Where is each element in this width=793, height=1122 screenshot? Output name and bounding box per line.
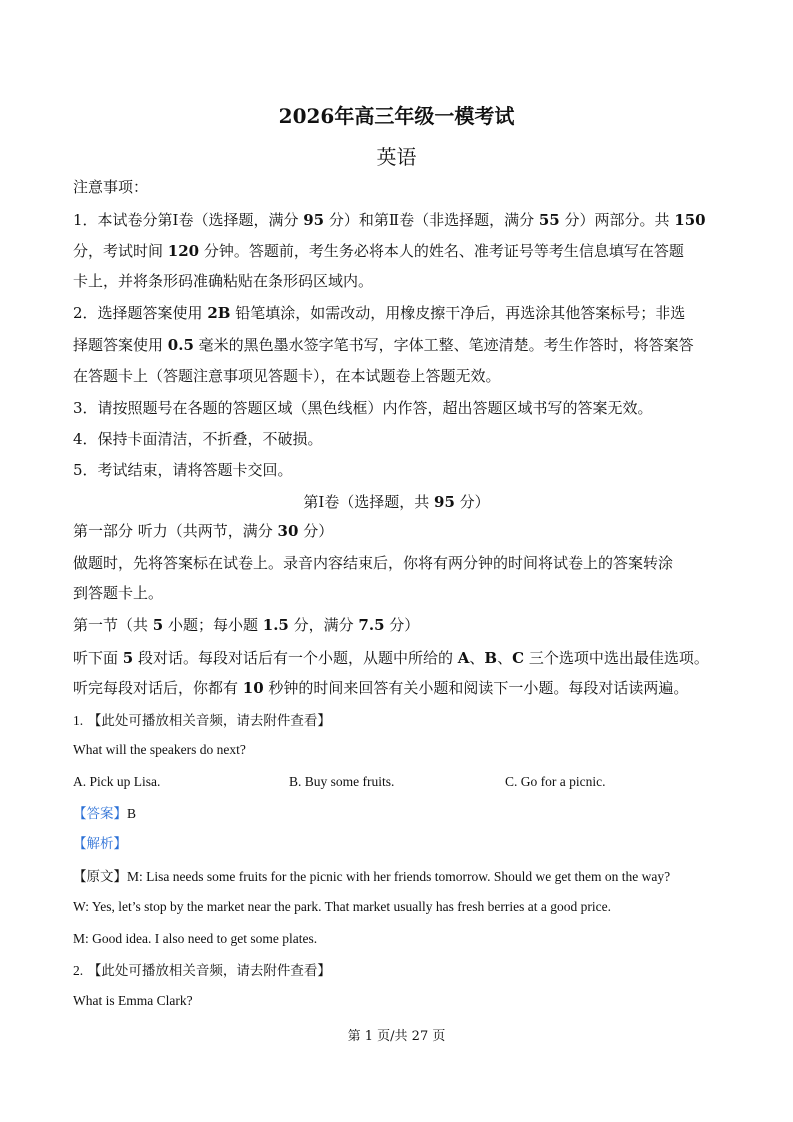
question-1-analysis-label: 【解析】 xyxy=(73,836,127,852)
notice-item-4: 4．保持卡面清洁，不折叠，不破损。 xyxy=(73,430,323,448)
part-1-heading: 第一部分 听力（共两节，满分 30 分） xyxy=(73,522,334,540)
notice-item-2-line-3: 在答题卡上（答题注意事项见答题卡），在本试题卷上答题无效。 xyxy=(73,367,501,385)
question-1-text: What will the speakers do next? xyxy=(73,742,246,757)
subject-title: 英语 xyxy=(376,145,417,169)
notice-item-5: 5．考试结束，请将答题卡交回。 xyxy=(73,461,293,479)
notice-item-1-line-3: 卡上，并将条形码准确粘贴在条形码区域内。 xyxy=(73,272,374,290)
listening-instruction-2: 听完每段对话后，你都有 10 秒钟的时间来回答有关小题和阅读下一小题。每段对话读两遍。 xyxy=(73,679,689,697)
question-1-script-line-3: M: Good idea. I also need to get some plates. xyxy=(73,931,318,946)
question-1-script-line-1: 【原文】M: Lisa needs some fruits for the picnic with her friends tomorrow. Should we get them on the way? xyxy=(73,869,671,885)
question-1-option-b: B. Buy some fruits. xyxy=(289,774,395,789)
question-1-script-line-2: W: Yes, let’s stop by the market near the park. That market usually has fresh berries at a good price. xyxy=(73,899,611,914)
exam-title: 2026年高三年级一模考试 xyxy=(278,104,515,128)
question-2-header: 2. 【此处可播放相关音频，请去附件查看】 xyxy=(73,963,331,979)
notice-item-1-line-1: 1．本试卷分第Ⅰ卷（选择题，满分 95 分）和第Ⅱ卷（非选择题，满分 55 分）两部分。共 150 xyxy=(73,211,706,229)
instruction-line-1: 做题时，先将答案标在试卷上。录音内容结束后，你将有两分钟的时间将试卷上的答案转涂 xyxy=(73,554,674,572)
notice-item-3: 3．请按照题号在各题的答题区域（黑色线框）内作答，超出答题区域书写的答案无效。 xyxy=(73,399,653,417)
question-1-option-a: A. Pick up Lisa. xyxy=(73,774,161,789)
notice-item-2-line-1: 2．选择题答案使用 2B 铅笔填涂，如需改动，用橡皮擦干净后，再选涂其他答案标号；非选 xyxy=(73,304,686,322)
instruction-line-2: 到答题卡上。 xyxy=(73,584,164,602)
question-1-option-c: C. Go for a picnic. xyxy=(505,774,606,789)
page-footer: 第 1 页/共 27 页 xyxy=(347,1029,446,1044)
listening-instruction-1: 听下面 5 段对话。每段对话后有一个小题，从题中所给的 A、B、C 三个选项中选出最佳选项。 xyxy=(73,649,709,667)
question-2-text: What is Emma Clark? xyxy=(73,993,193,1008)
volume-heading: 第Ⅰ卷（选择题，共 95 分） xyxy=(303,493,490,511)
question-1-header: 1. 【此处可播放相关音频，请去附件查看】 xyxy=(73,713,331,729)
notice-item-1-line-2: 分，考试时间 120 分钟。答题前，考生务必将本人的姓名、准考证号等考生信息填写在答题 xyxy=(73,242,684,260)
notice-heading: 注意事项： xyxy=(73,178,149,196)
question-1-answer: 【答案】B xyxy=(73,806,137,822)
section-1-heading: 第一节（共 5 小题；每小题 1.5 分，满分 7.5 分） xyxy=(73,616,420,634)
notice-item-2-line-2: 择题答案使用 0.5 毫米的黑色墨水签字笔书写，字体工整、笔迹清楚。考生作答时，将答案答 xyxy=(73,336,694,354)
